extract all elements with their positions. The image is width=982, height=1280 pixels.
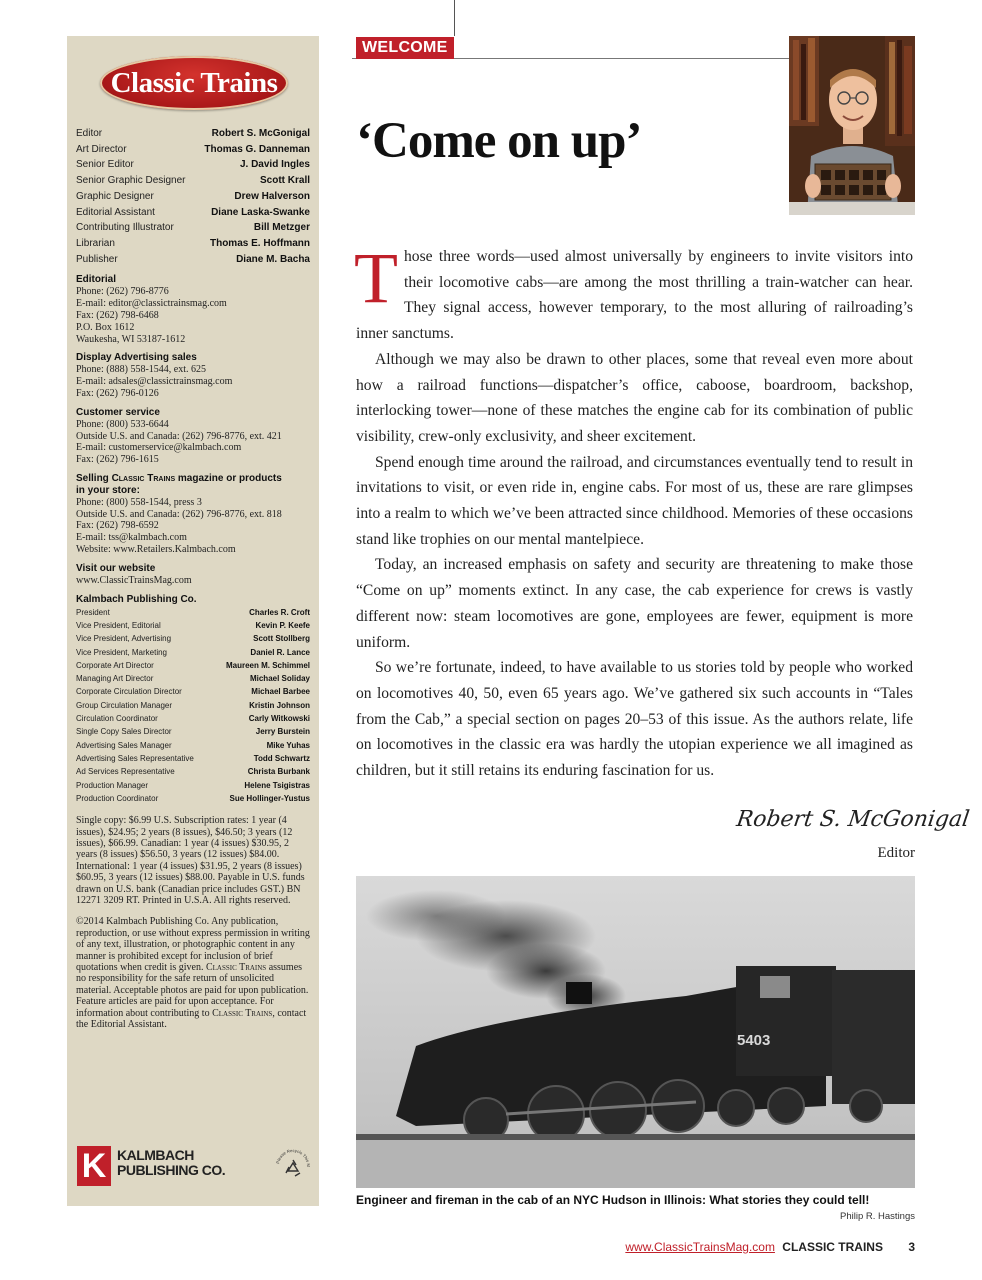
kalmbach-staff-row-name: Helene Tsigistras (244, 780, 310, 790)
kalmbach-staff-row-name: Daniel R. Lance (250, 647, 310, 657)
engine-number: 5403 (737, 1032, 771, 1049)
staff-row-role: Senior Editor (76, 159, 134, 171)
kalmbach-staff-row-name: Carly Witkowski (248, 714, 310, 724)
kalmbach-staff-row (76, 792, 310, 805)
editorial-contact (76, 274, 310, 345)
customer-service-line: Outside U.S. and Canada: (262) 796-8776, ext. 421 (76, 430, 282, 442)
advertising-contact (76, 352, 310, 399)
kalmbach-logo-line1: KALMBACH (117, 1147, 194, 1163)
staff-row-name: Bill Metzger (253, 222, 310, 234)
staff-row-role: Publisher (76, 253, 118, 265)
kalmbach-staff-row-name: Todd Schwartz (253, 753, 310, 763)
page-number: 3 (908, 1240, 915, 1254)
customer-service-contact (76, 407, 310, 466)
customer-service-lines (76, 419, 310, 466)
staff-row-role: Contributing Illustrator (76, 222, 174, 234)
kalmbach-staff-row (76, 659, 310, 672)
staff-row-name: Scott Krall (259, 175, 310, 187)
selling-line: Phone: (800) 558-1544, press 3 (76, 496, 202, 508)
staff-row (76, 205, 310, 221)
editor-signature (734, 796, 972, 840)
photo-caption: Engineer and fireman in the cab of an NYC Hudson in Illinois: What stories they could tell! (356, 1193, 870, 1207)
kalmbach-staff-row-name: Michael Soliday (249, 674, 310, 684)
kalmbach-staff-row-role: Group Circulation Manager (76, 700, 173, 710)
advertising-line: Phone: (888) 558-1544, ext. 625 (76, 364, 206, 376)
staff-row-role: Art Director (76, 143, 127, 155)
staff-row-role: Editorial Assistant (76, 206, 155, 218)
kalmbach-staff-row (76, 725, 310, 738)
kalmbach-staff-row-name: Michael Barbee (251, 687, 310, 697)
footer-website-link[interactable]: www.ClassicTrainsMag.com (625, 1240, 775, 1254)
article-body (354, 238, 913, 784)
staff-row-name: Robert S. McGonigal (211, 128, 310, 139)
article-paragraph-2: Although we may also be drawn to other places, some that reveal even more about how a railroad functions—dispatcher’s office, caboose, boardroom, backshop, interlocking tower—none of these matches the engine cab for its combination of public visibility, crew-only exclusivity, and sheer excitement. (356, 350, 913, 445)
kalmbach-staff-row (76, 712, 310, 725)
headline: ‘Come on up’ (356, 113, 642, 169)
kalmbach-staff-row-name: Maureen M. Schimmel (225, 660, 310, 670)
editor-portrait (789, 36, 915, 215)
kalmbach-staff-row-name: Kevin P. Keefe (255, 620, 310, 630)
editorial-title: Editorial (76, 274, 117, 286)
kalmbach-staff-row (76, 619, 310, 632)
paragraph-1-text: hose three words—used almost universally by engineers to invite visitors into their locomotive cabs—are among the most thrilling a train-watcher can hear. They signal access, however temporary, to the most alluring of railroading’s inner sanctums. (356, 248, 913, 343)
article-paragraph-3: Spend enough time around the railroad, and circumstances eventually tend to result in invitations to visit, or even ride in, engine cabs. For most of us, these are rare glimpses into a realm to which we’ve been attracted since childhood. Memories of these occasions stand like trophies on our mental mantelpiece. (356, 453, 913, 548)
kalmbach-staff-row (76, 779, 310, 792)
copyright-brand-2: Classic Trains (212, 1007, 273, 1019)
kalmbach-staff-row (76, 672, 310, 685)
article-paragraph-1 (354, 238, 913, 347)
selling-title-pre: Selling (76, 472, 112, 484)
staff-row (76, 157, 310, 173)
selling-title-line2: in your store: (76, 484, 140, 496)
kalmbach-staff-row-role: Single Copy Sales Director (76, 727, 172, 737)
section-tag: WELCOME (356, 37, 454, 59)
locomotive-photo (356, 876, 915, 1188)
masthead-sidebar (67, 36, 319, 1206)
staff-row-name: Thomas G. Danneman (204, 143, 310, 155)
editorial-lines (76, 286, 310, 345)
locomotive-photo-image (356, 876, 915, 1188)
advertising-line: Fax: (262) 796-0126 (76, 387, 159, 399)
editorial-line: Waukesha, WI 53187-1612 (76, 333, 186, 345)
kalmbach-logo-text (117, 1148, 225, 1178)
staff-row-name: Diane M. Bacha (236, 253, 310, 265)
kalmbach-staff-row-role: Vice President, Advertising (76, 634, 172, 644)
article-paragraph-4: Today, an increased emphasis on safety and security are threatening to make those “Come on up” moments extinct. In any case, the cab experience for crews is vastly different now: steam locomotives are gone, employees are fewer, equipment is more uniform. (356, 556, 913, 651)
kalmbach-staff-row-role: Production Coordinator (76, 793, 159, 803)
staff-row (76, 252, 310, 268)
staff-row (76, 142, 310, 158)
top-vertical-rule (454, 0, 455, 36)
kalmbach-staff-row-name: Charles R. Croft (249, 607, 310, 617)
selling-line: Fax: (262) 798-6592 (76, 520, 159, 532)
website-link[interactable]: www.ClassicTrainsMag.com (76, 574, 192, 586)
staff-row-name: Diane Laska-Swanke (211, 206, 310, 218)
kalmbach-staff-row (76, 739, 310, 752)
advertising-lines (76, 364, 310, 399)
kalmbach-staff-row (76, 632, 310, 645)
kalmbach-staff-row (76, 685, 310, 698)
editorial-line: Phone: (262) 796-8776 (76, 286, 169, 298)
logo-area (76, 36, 310, 126)
signature-text: Robert S. McGonigal (734, 806, 972, 832)
advertising-line: E-mail: adsales@classictrainsmag.com (76, 376, 233, 388)
selling-contact (76, 473, 310, 556)
kalmbach-staff-row-role: Vice President, Marketing (76, 647, 168, 657)
article-paragraph-5: So we’re fortunate, indeed, to have available to us stories told by people who worked on locomotives 40, 50, even 65 years ago. We’ve gathered six such accounts in “Tales from the Cab,” a special section on pages 20–53 of this issue. As the authors relate, life on locomotives in the classic era was hardly the utopian experience we all imagined as children, but it still retains its enduring fascination for us. (356, 659, 913, 780)
website-contact (76, 563, 310, 587)
kalmbach-staff-row-role: Managing Art Director (76, 674, 154, 684)
kalmbach-section (76, 594, 310, 805)
classic-trains-logo: Classic Trains (100, 56, 288, 110)
kalmbach-staff-row (76, 606, 310, 619)
kalmbach-staff-row-name: Kristin Johnson (249, 700, 310, 710)
signature-title: Editor (877, 845, 915, 861)
copyright-notice (76, 916, 310, 1030)
selling-line: Website: www.Retailers.Kalmbach.com (76, 544, 236, 556)
kalmbach-staff-row-name: Mike Yuhas (266, 740, 310, 750)
website-lines[interactable] (76, 575, 310, 587)
footer-logos (77, 1146, 312, 1196)
kalmbach-staff-row-name: Sue Hollinger-Yustus (229, 793, 310, 803)
subscription-info: Single copy: $6.99 U.S. Subscription rates: 1 year (4 issues), $24.95; 2 years (8 issues), $46.50; 3 years (12 issues), $66.99. Canadian: 1 year (4 issues) $30.95, 2 years (8 issues) $56.50, 3 years (12 issues) $84.00. International: 1 year (4 issues) $31.95, 2 years (8 issues) $60.95, 3 years (12 issues) $88.00. Payable in U.S. funds drawn on U.S. bank (Canadian price includes GST.) BN 12271 3209 RT. Printed in U.S.A. All rights reserved. (76, 815, 305, 906)
page-footer (625, 1240, 915, 1254)
kalmbach-staff-row-role: Vice President, Editorial (76, 620, 161, 630)
staff-row (76, 173, 310, 189)
staff-row-role: Editor (76, 128, 103, 139)
editorial-line: E-mail: editor@classictrainsmag.com (76, 298, 227, 310)
kalmbach-staff-row (76, 765, 310, 778)
kalmbach-staff-row (76, 699, 310, 712)
advertising-title: Display Advertising sales (76, 352, 197, 364)
kalmbach-staff-row (76, 646, 310, 659)
selling-lines (76, 497, 310, 556)
kalmbach-staff-row-name: Christa Burbank (247, 767, 310, 777)
staff-row (76, 220, 310, 236)
copyright-text-2: assumes no responsibility for the safe return of unsolicited material. Acceptable photos are paid for upon publication. Feature articles are paid for upon acceptance. For information about contributing to (76, 962, 309, 1019)
editorial-line: P.O. Box 1612 (76, 321, 135, 333)
staff-row-role: Senior Graphic Designer (76, 175, 186, 187)
staff-list (76, 126, 310, 267)
editorial-line: Fax: (262) 798-6468 (76, 309, 159, 321)
customer-service-title: Customer service (76, 406, 160, 418)
footer-magazine-name: CLASSIC TRAINS (782, 1240, 883, 1254)
selling-title-post: magazine or products (175, 472, 282, 484)
kalmbach-staff-row-role: Ad Services Representative (76, 767, 175, 777)
drop-cap: T (354, 238, 398, 318)
customer-service-line: Fax: (262) 796-1615 (76, 454, 159, 466)
kalmbach-staff-list (76, 606, 310, 805)
recycle-icon (273, 1146, 313, 1186)
staff-row (76, 126, 310, 142)
selling-line: Outside U.S. and Canada: (262) 796-8776, ext. 818 (76, 508, 282, 520)
copyright-text-3: , contact the Editorial Assistant. (76, 1007, 307, 1031)
copyright-text-1: ©2014 Kalmbach Publishing Co. Any publication, reproduction, or use without express permission in writing of any text, illustration, or photographic content in any manner is prohibited except for inclusion of brief quotations when credit is given. (76, 916, 310, 973)
staff-row-name: Drew Halverson (234, 190, 310, 202)
staff-row-role: Graphic Designer (76, 190, 154, 202)
website-title: Visit our website (76, 562, 156, 574)
kalmbach-staff-row-role: President (76, 607, 110, 617)
kalmbach-staff-row-role: Advertising Sales Representative (76, 753, 194, 763)
staff-row (76, 189, 310, 205)
kalmbach-staff-row-name: Scott Stollberg (253, 634, 310, 644)
copyright-brand: Classic Trains (205, 962, 267, 973)
customer-service-line: Phone: (800) 533-6644 (76, 418, 169, 430)
kalmbach-staff-row (76, 752, 310, 765)
staff-row (76, 236, 310, 252)
kalmbach-logo-line2: PUBLISHING CO. (117, 1162, 226, 1178)
customer-service-line: E-mail: customerservice@kalmbach.com (76, 442, 242, 454)
staff-row-name: J. David Ingles (239, 159, 310, 171)
kalmbach-k-logo-icon: K (77, 1146, 111, 1186)
kalmbach-staff-row-role: Circulation Coordinator (76, 714, 158, 724)
selling-line: E-mail: tss@kalmbach.com (76, 532, 187, 544)
editor-portrait-image (789, 36, 915, 215)
staff-row-role: Librarian (76, 237, 115, 249)
photo-credit: Philip R. Hastings (840, 1211, 915, 1222)
kalmbach-staff-row-role: Advertising Sales Manager (76, 740, 172, 750)
selling-title (76, 473, 310, 497)
kalmbach-staff-row-role: Corporate Circulation Director (76, 687, 182, 697)
kalmbach-title: Kalmbach Publishing Co. (76, 593, 197, 605)
kalmbach-staff-row-role: Corporate Art Director (76, 660, 154, 670)
recycle-text: Please Recycle This M (275, 1147, 312, 1168)
kalmbach-staff-row-name: Jerry Burstein (255, 727, 310, 737)
staff-row-name: Thomas E. Hoffmann (209, 237, 310, 249)
selling-title-brand: Classic Trains (111, 472, 176, 484)
kalmbach-staff-row-role: Production Manager (76, 780, 149, 790)
